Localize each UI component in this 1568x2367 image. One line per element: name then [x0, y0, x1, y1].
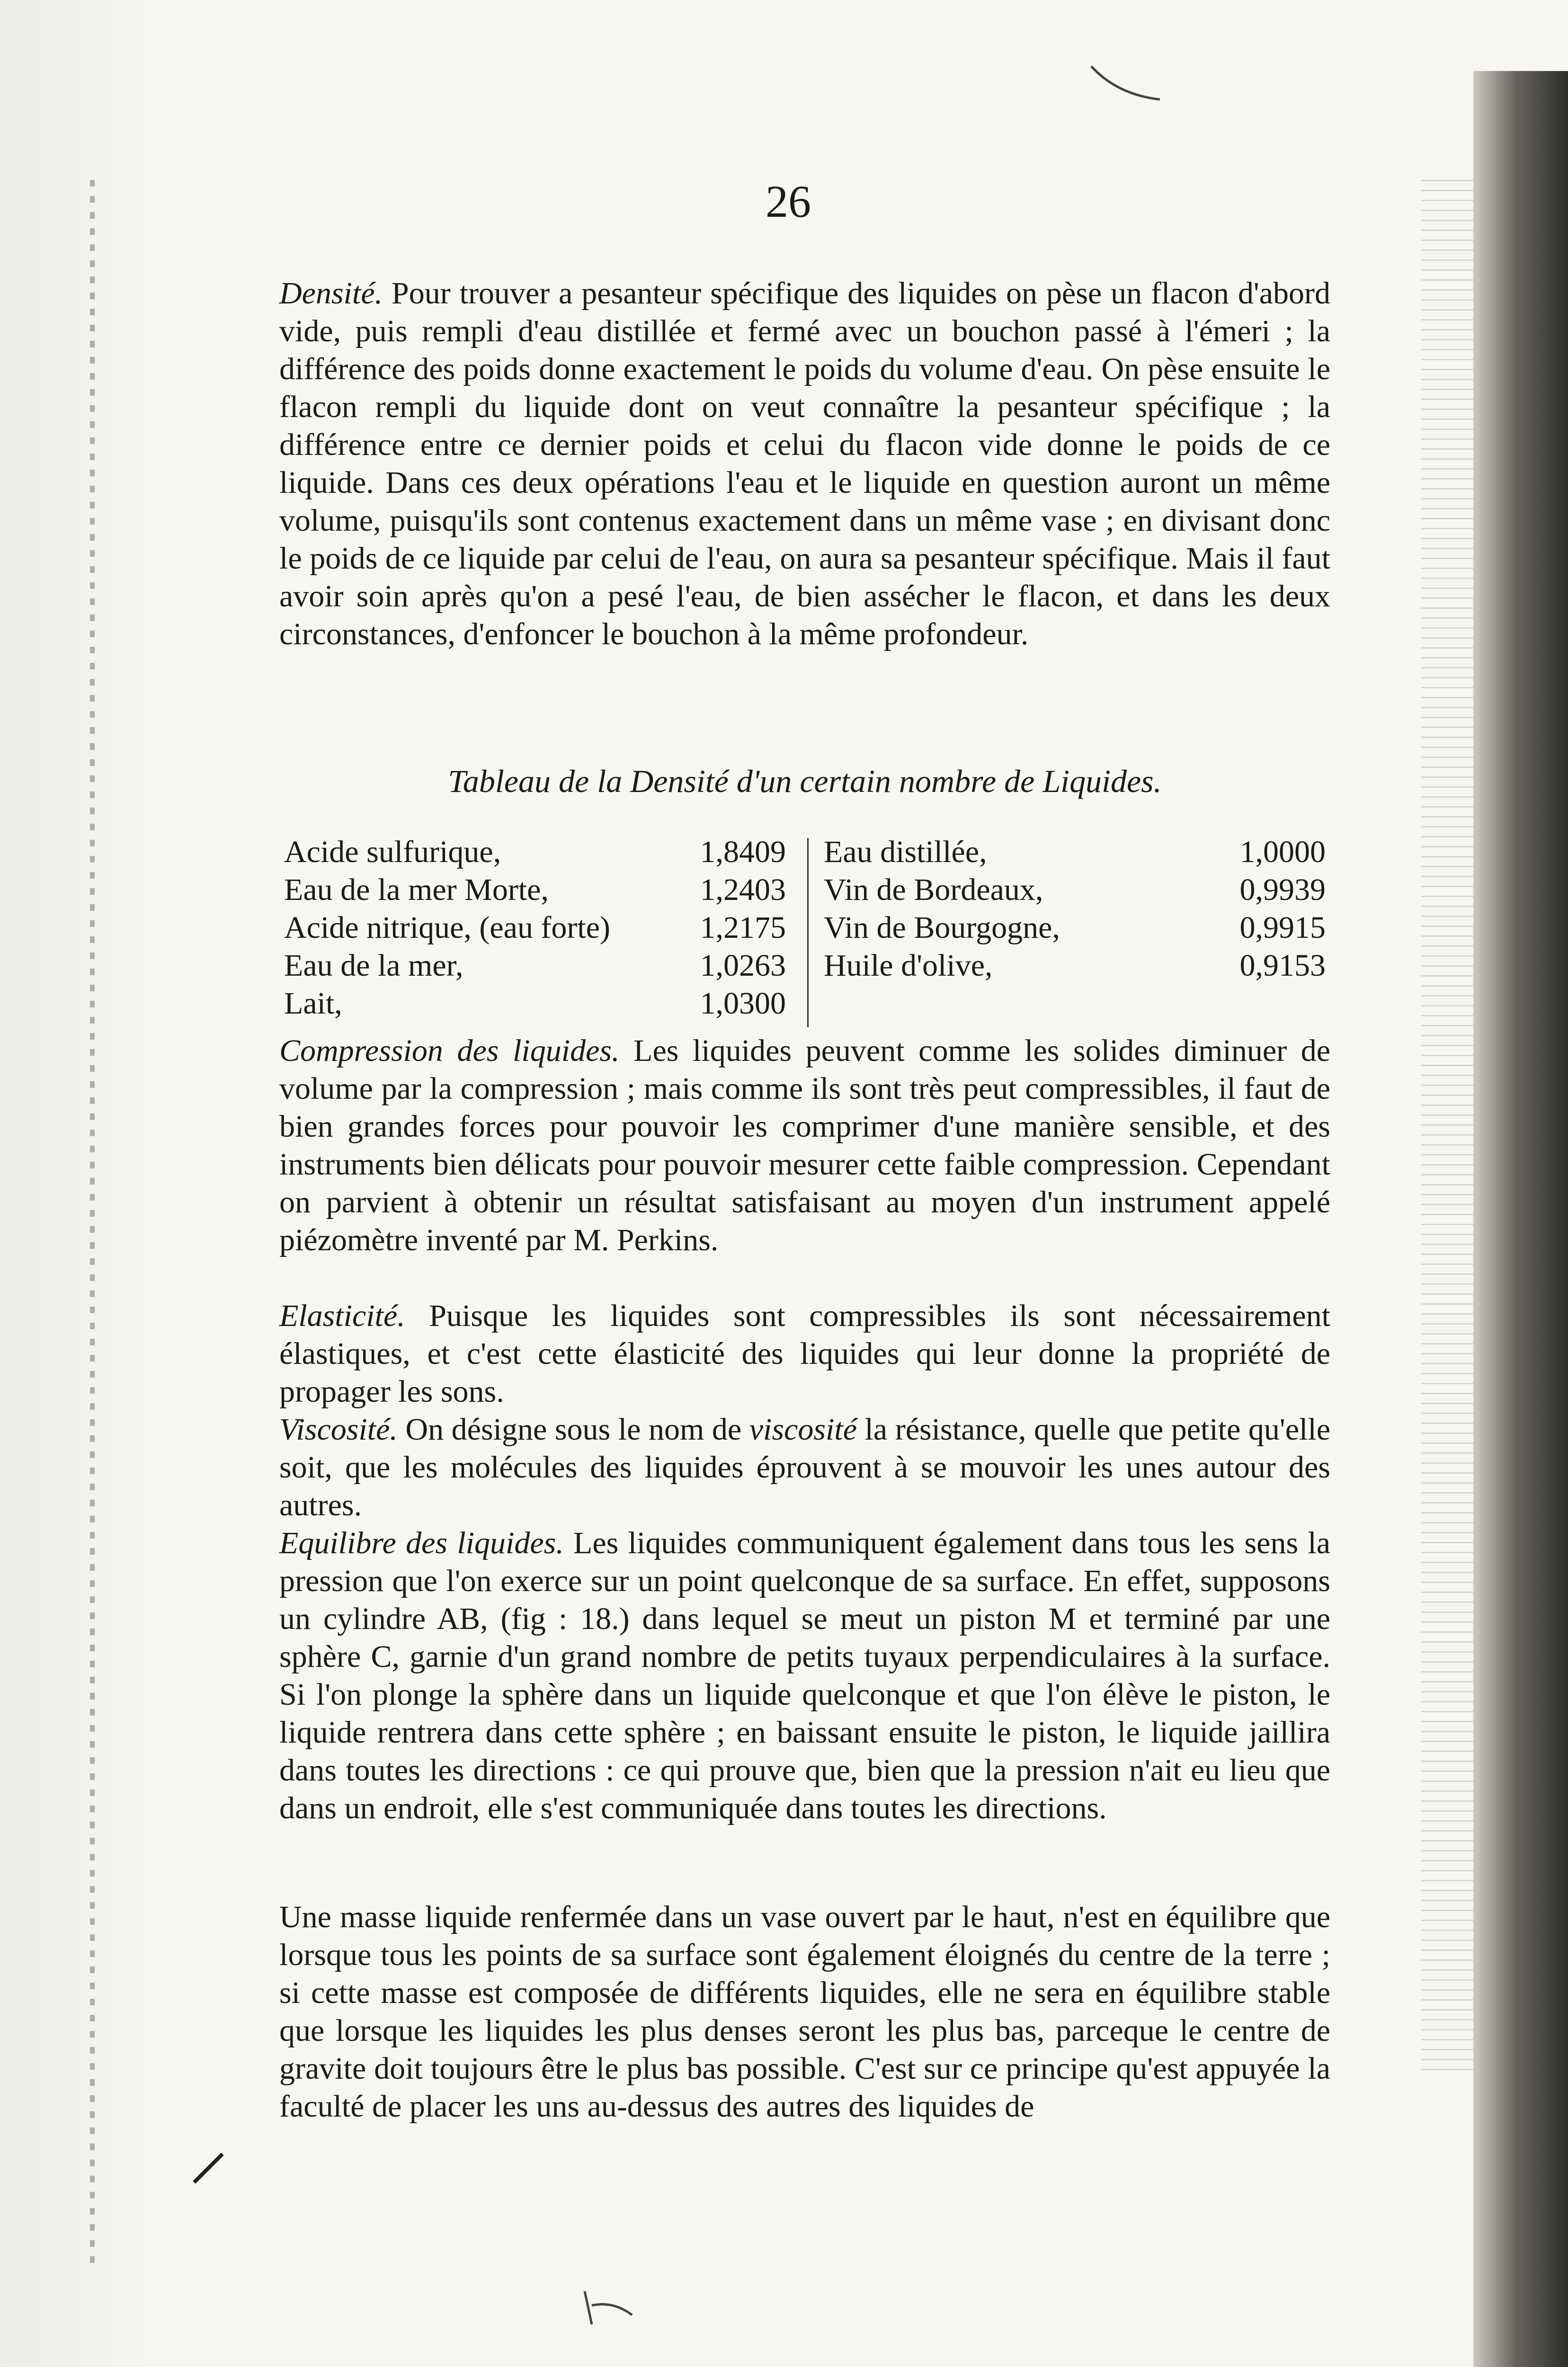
paragraph-equilibre [279, 1524, 1330, 1827]
density-value: 0,9915 [1239, 910, 1326, 945]
liquid-name: Eau de la mer, [284, 948, 463, 983]
table-row [824, 909, 1326, 947]
paragraph-compression [279, 1032, 1330, 1259]
table-row [284, 871, 786, 909]
pencil-mark-bottom [580, 2287, 637, 2329]
table-row [284, 909, 786, 947]
ink-tick-mark [189, 2149, 227, 2187]
section-label-equilibre: Equilibre des liquides. [279, 1526, 564, 1560]
paragraph-densite [279, 275, 1330, 653]
liquid-name: Eau de la mer Morte, [284, 872, 549, 907]
density-value: 1,2175 [700, 910, 786, 945]
liquid-name: Vin de Bourgogne, [824, 910, 1060, 945]
density-value: 1,0000 [1239, 835, 1326, 869]
pencil-mark-top [1089, 62, 1165, 104]
density-value: 0,9153 [1239, 948, 1326, 983]
table-row [824, 871, 1326, 909]
table-column-right [824, 833, 1326, 985]
paragraph-masse [279, 1898, 1330, 2126]
section-label-elasticite: Elasticité. [279, 1299, 405, 1333]
paragraph-text-masse: Une masse liquide renfermée dans un vase ouvert par le haut, n'est en équilibre que lorsque tous les points de sa surface sont également éloignés du centre de la terre ; si cette masse est composée de différents liquides, elle ne sera en équilibre stable que lorsque les liquides les plus denses seront les plus bas, parceque le centre de gravite doit toujours être le plus bas possible. C'est sur ce principe qu'est appuyée la faculté de placer les uns au-dessus des autres des liquides de [279, 1900, 1330, 2124]
table-column-left [284, 833, 786, 1023]
density-table [284, 833, 1326, 1032]
binding-shadow-left [0, 0, 170, 2367]
paragraph-elasticite [279, 1297, 1330, 1411]
table-title: Tableau de la Densité d'un certain nombre de Liquides. [448, 763, 1162, 799]
liquid-name: Lait, [284, 986, 342, 1021]
section-label-compression: Compression des liquides. [279, 1033, 620, 1068]
table-row [284, 985, 786, 1023]
section-label-viscosite: Viscosité. [279, 1412, 398, 1447]
paragraph-viscosite [279, 1411, 1330, 1524]
page-edge-specks [1421, 180, 1473, 2073]
table-divider [807, 838, 809, 1027]
term-viscosite: viscosité [749, 1412, 857, 1447]
table-row [824, 947, 1326, 985]
paragraph-text-viscosite-b: la résistance, quelle que petite qu'elle soit, que les molécules des liquides éprouvent à se mouvoir les unes autour des autres. [279, 1412, 1331, 1522]
binding-stitch-marks [90, 180, 95, 2263]
liquid-name: Acide sulfurique, [284, 835, 501, 869]
table-row [824, 833, 1326, 871]
liquid-name: Eau distillée, [824, 835, 987, 869]
paragraph-text-compression: Les liquides peuvent comme les solides diminuer de volume par la compression ; mais comme ils sont très peut compressibles, il faut de bien grandes forces pour pouvoir les comprimer d'une manière sensible, et des instruments bien délicats pour pouvoir mesurer cette faible compression. Cependant on parvient à obtenir un résultat satisfaisant au moyen d'un instrument appelé piézomètre inventé par M. Perkins. [279, 1033, 1331, 1257]
paragraph-text-densite: Pour trouver a pesanteur spécifique des liquides on pèse un flacon d'abord vide, puis rempli d'eau distillée et fermé avec un bouchon passé à l'émeri ; la différence des poids donne exactement le poids du volume d'eau. On pèse ensuite le flacon rempli du liquide dont on veut connaître la pesanteur spécifique ; la différence entre ce dernier poids et celui du flacon vide donne le poids de ce liquide. Dans ces deux opérations l'eau et le liquide en question auront un même volume, puisqu'ils sont contenus exactement dans un même vase ; en divisant donc le poids de ce liquide par celui de l'eau, on aura sa pesanteur spécifique. Mais il faut avoir soin après qu'on a pesé l'eau, de bien assécher le flacon, et dans les deux circonstances, d'enfoncer le bouchon à la même profondeur. [279, 276, 1330, 651]
page-number: 26 [766, 176, 811, 227]
paragraph-text-elasticite: Puisque les liquides sont compressibles ils sont nécessairement élastiques, et c'est cette élasticité des liquides qui leur donne la propriété de propager les sons. [279, 1299, 1330, 1409]
density-value: 1,8409 [700, 835, 786, 869]
section-label-densite: Densité. [279, 276, 383, 311]
table-row [284, 833, 786, 871]
liquid-name: Huile d'olive, [824, 948, 993, 983]
paragraph-text-equilibre: Les liquides communiquent également dans tous les sens la pression que l'on exerce sur un point quelconque de sa surface. En effet, supposons un cylindre AB, (fig : 18.) dans lequel se meut un piston M et terminé par une sphère C, garnie d'un grand nombre de petits tuyaux perpendiculaires à la surface. Si l'on plonge la sphère dans un liquide quelconque et que l'on élève le piston, le liquide rentrera dans cette sphère ; en baissant ensuite le piston, le liquide jaillira dans toutes les directions : ce qui prouve que, bien que la pression n'ait eu lieu que dans un endroit, elle s'est communiquée dans toutes les directions. [279, 1526, 1331, 1825]
density-value: 1,2403 [700, 872, 786, 907]
liquid-name: Vin de Bordeaux, [824, 872, 1043, 907]
density-value: 1,0300 [700, 986, 786, 1021]
book-edge-right [1473, 71, 1568, 2367]
liquid-name: Acide nitrique, (eau forte) [284, 910, 611, 945]
density-value: 1,0263 [700, 948, 786, 983]
paragraph-text-viscosite-a: On désigne sous le nom de [397, 1412, 749, 1447]
table-row [284, 947, 786, 985]
density-value: 0,9939 [1239, 872, 1326, 907]
